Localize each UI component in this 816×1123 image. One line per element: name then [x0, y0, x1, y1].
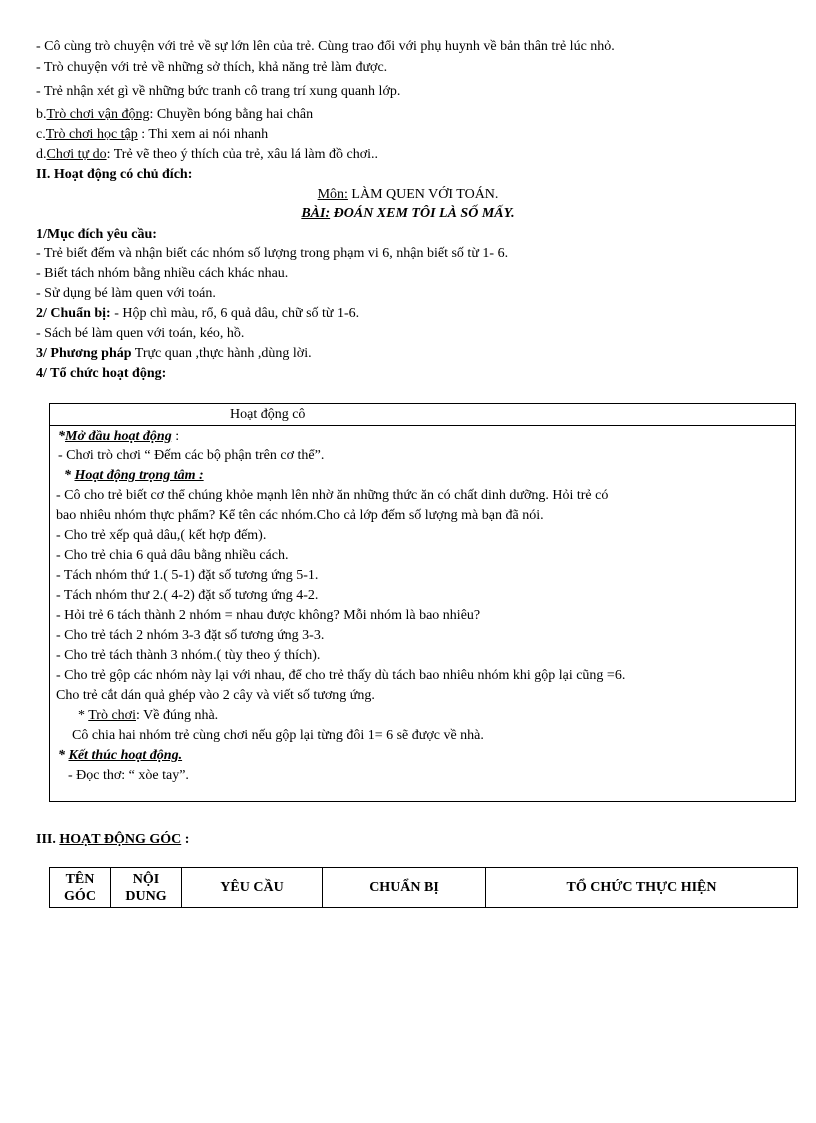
col-header-line: DUNG: [125, 888, 167, 904]
box-line: - Tách nhóm thứ 1.( 5-1) đặt số tương ứng 5-1.: [56, 568, 319, 583]
goals-heading: 1/Mục đích yêu cầu:: [36, 227, 157, 242]
game-title: [78, 707, 218, 724]
activity-d-text: : Trẻ vẽ theo ý thích của trẻ, xâu lá làm đồ chơi..: [106, 147, 379, 162]
col-header-yeu-cau: YÊU CẦU: [182, 868, 323, 908]
box-line: bao nhiêu nhóm thực phẩm? Kể tên các nhóm.Cho cả lớp đếm số lượng mà bạn đã nói.: [56, 508, 544, 523]
end-line: - Đọc thơ: “ xòe tay”.: [68, 768, 189, 783]
game-line: Cô chia hai nhóm trẻ cùng chơi nếu gộp lại từng đôi 1= 6 sẽ được về nhà.: [72, 728, 484, 743]
activity-c: [36, 126, 268, 143]
activity-b-label: Trò chơi vận động: [46, 107, 150, 122]
activity-b-prefix: b.: [36, 107, 47, 122]
activity-d-prefix: d.: [36, 147, 47, 162]
lesson-line: [0, 205, 816, 222]
opening-title-suffix: :: [171, 429, 180, 444]
game-text: : Về đúng nhà.: [135, 708, 219, 723]
box-line: - Hỏi trẻ 6 tách thành 2 nhóm = nhau được không? Mỗi nhóm là bao nhiêu?: [56, 608, 481, 623]
game-label: Trò chơi: [88, 708, 136, 723]
method-label: 3/ Phương pháp: [36, 346, 132, 361]
end-title-text: Kết thúc hoạt động.: [68, 748, 183, 763]
box-line: Cho trẻ cắt dán quả ghép vào 2 cây và viết số tương ứng.: [56, 688, 375, 703]
box-line: - Cô cho trẻ biết cơ thể chúng khỏe mạnh lên nhờ ăn những thức ăn có chất dinh dưỡng. Hỏi trẻ có: [56, 488, 609, 503]
prep-line-2: - Sách bé làm quen với toán, kéo, hồ.: [36, 326, 245, 341]
box-line: - Cho trẻ chia 6 quả dâu bằng nhiều cách.: [56, 548, 289, 563]
prep-line: [36, 305, 359, 322]
subject-line: [0, 186, 816, 203]
activity-box-header: [50, 404, 795, 426]
subject-label: Môn:: [317, 187, 348, 202]
goal-item: - Biết tách nhóm bằng nhiều cách khác nhau.: [36, 266, 289, 281]
method-value: Trực quan ,thực hành ,dùng lời.: [131, 346, 312, 361]
prep-value: - Hộp chì màu, rổ, 6 quả dâu, chữ số từ 1-6.: [110, 306, 360, 321]
section-3-heading: [36, 831, 189, 848]
opening-title: *Mở đầu hoạt động :: [58, 429, 180, 444]
section-3-suffix: :: [181, 832, 190, 847]
col-header-line: NỘI: [132, 871, 160, 887]
goal-item: - Sử dụng bé làm quen với toán.: [36, 286, 216, 301]
main-title-text: Hoạt động trọng tâm :: [74, 468, 204, 483]
col-header-to-chuc: TỔ CHỨC THỰC HIỆN: [486, 868, 798, 908]
activity-c-prefix: c.: [36, 127, 46, 142]
end-title: * Kết thúc hoạt động.: [58, 748, 183, 763]
activity-d: [36, 146, 378, 163]
opening-line: - Chơi trò chơi “ Đếm các bộ phận trên cơ thể”.: [58, 448, 325, 463]
col-header-ten-goc: [50, 868, 111, 908]
method-line: [36, 345, 312, 362]
subject-value: LÀM QUEN VỚI TOÁN.: [347, 187, 499, 202]
activity-box-header-title: Hoạt động cô: [230, 407, 306, 422]
section-2-heading: II. Hoạt động có chủ đích:: [36, 167, 193, 182]
organization-heading: 4/ Tổ chức hoạt động:: [36, 366, 167, 381]
box-line: - Cho trẻ gộp các nhóm này lại với nhau, để cho trẻ thấy dù tách bao nhiêu nhóm khi gộp lại cũng =6.: [56, 668, 626, 683]
game-prefix: *: [78, 708, 89, 723]
activity-d-label: Chơi tự do: [46, 147, 107, 162]
col-header-line: GÓC: [64, 888, 96, 904]
activity-b-text: : Chuyền bóng bằng hai chân: [149, 107, 314, 122]
opening-title-text: Mở đầu hoạt động: [65, 429, 172, 444]
corner-activities-table: [49, 867, 798, 908]
section-3-prefix: III.: [36, 832, 56, 847]
activity-b: [36, 106, 313, 123]
lesson-label: BÀI:: [301, 206, 331, 221]
intro-line: - Trẻ nhận xét gì về những bức tranh cô trang trí xung quanh lớp.: [36, 84, 401, 99]
table-header-row: [50, 868, 798, 908]
intro-line: - Trò chuyện với trẻ về những sở thích, khả năng trẻ làm được.: [36, 60, 388, 75]
col-header-noi-dung: [111, 868, 182, 908]
activity-c-text: : Thi xem ai nói nhanh: [137, 127, 269, 142]
col-header-line: TÊN: [65, 871, 95, 887]
activity-box: [49, 403, 796, 802]
intro-line: - Cô cùng trò chuyện với trẻ về sự lớn lên của trẻ. Cùng trao đổi với phụ huynh về bản thân trẻ lúc nhỏ.: [36, 39, 615, 54]
main-title: * Hoạt động trọng tâm :: [64, 468, 204, 483]
box-line: - Tách nhóm thư 2.( 4-2) đặt số tương ứng 4-2.: [56, 588, 319, 603]
section-3-label: HOẠT ĐỘNG GÓC: [59, 832, 182, 847]
box-line: - Cho trẻ tách 2 nhóm 3-3 đặt số tương ứng 3-3.: [56, 628, 325, 643]
activity-c-label: Trò chơi học tập: [45, 127, 138, 142]
box-line: - Cho trẻ xếp quả dâu,( kết hợp đếm).: [56, 528, 267, 543]
lesson-value: ĐOÁN XEM TÔI LÀ SỐ MẤY.: [330, 206, 515, 221]
col-header-chuan-bi: CHUẨN BỊ: [323, 868, 486, 908]
box-line: - Cho trẻ tách thành 3 nhóm.( tùy theo ý thích).: [56, 648, 321, 663]
prep-label: 2/ Chuẩn bị:: [36, 306, 111, 321]
goal-item: - Trẻ biết đếm và nhận biết các nhóm số lượng trong phạm vi 6, nhận biết số từ 1- 6.: [36, 246, 509, 261]
